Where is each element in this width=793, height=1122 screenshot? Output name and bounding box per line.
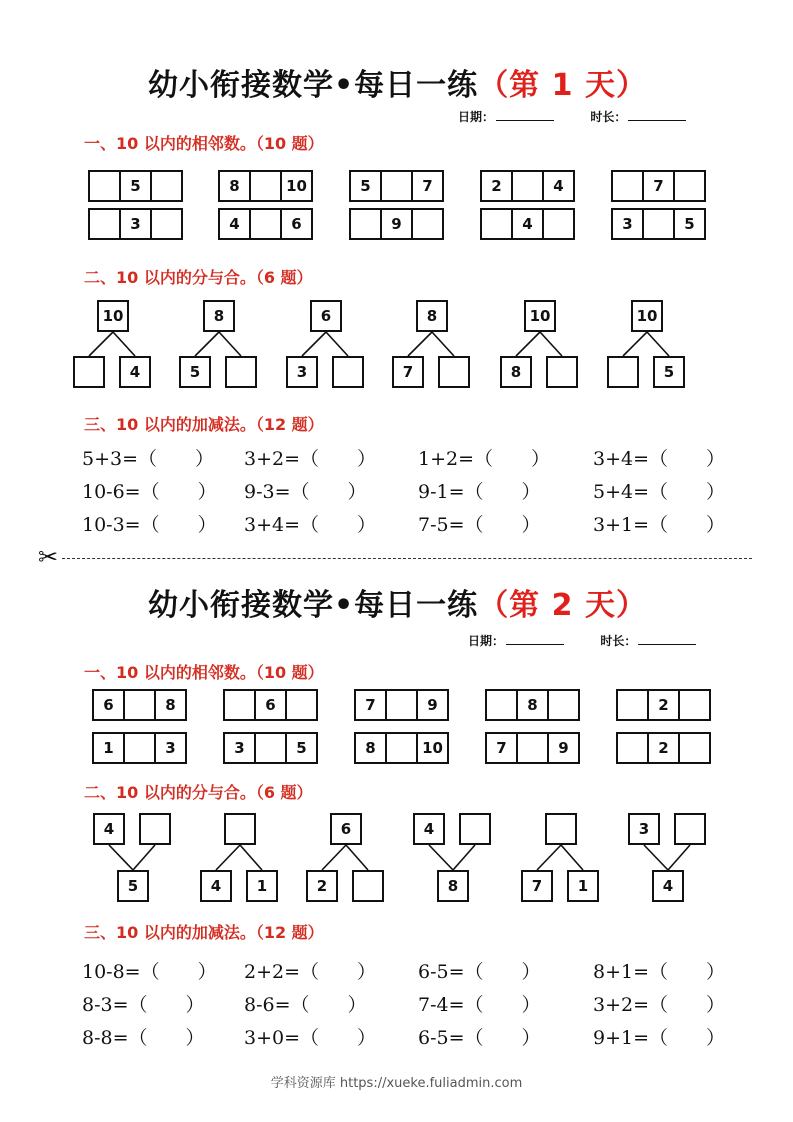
day1-bond-6-line-left bbox=[623, 332, 647, 356]
day2-equation-r3-c3[interactable]: 6-5=（ ） bbox=[418, 1027, 541, 1049]
day2-neighbor-6-cell-1: 1 bbox=[92, 732, 125, 764]
day2-neighbor-7-cell-1: 3 bbox=[223, 732, 256, 764]
day1-neighbor-7-cell-3: 6 bbox=[280, 208, 313, 240]
day1-title-main: 幼小衔接数学•每日一练 bbox=[148, 68, 479, 103]
day2-section2-heading: 二、10 以内的分与合。（6 题） bbox=[84, 783, 313, 802]
day1-bond-3-whole: 6 bbox=[310, 300, 342, 332]
day1-title-day: （第 1 天） bbox=[478, 68, 647, 103]
day1-bond-3-line-right bbox=[326, 332, 348, 356]
day1-bond-1-whole: 10 bbox=[97, 300, 129, 332]
day2-neighbor-3-cell-3: 9 bbox=[416, 689, 449, 721]
day2-neighbor-10-cell-2: 2 bbox=[647, 732, 680, 764]
day2-neighbor-2-cell-2: 6 bbox=[254, 689, 287, 721]
day1-section1-heading: 一、10 以内的相邻数。（10 题） bbox=[84, 134, 324, 153]
day2-equation-r2-c3[interactable]: 7-4=（ ） bbox=[418, 994, 541, 1016]
day2-merge-5-part-left: 7 bbox=[521, 870, 553, 902]
day1-section2-heading: 二、10 以内的分与合。（6 题） bbox=[84, 268, 313, 287]
day2-title-day: （第 2 天） bbox=[478, 588, 647, 623]
day2-neighbor-3-cell-1: 7 bbox=[354, 689, 387, 721]
day1-bond-5-part-left: 8 bbox=[500, 356, 532, 388]
day2-merge-4-part-left: 4 bbox=[413, 813, 445, 845]
day1-bond-6-line-right bbox=[647, 332, 669, 356]
day2-merge-4-line-left bbox=[429, 845, 453, 870]
day1-equation-r1-c2[interactable]: 3+2=（ ） bbox=[244, 448, 377, 470]
day1-bond-5-whole: 10 bbox=[524, 300, 556, 332]
day2-merge-3-line-left bbox=[322, 845, 346, 870]
day2-equation-r1-c2[interactable]: 2+2=（ ） bbox=[244, 961, 377, 983]
day2-merge-1-part-left: 4 bbox=[93, 813, 125, 845]
day1-section3-heading: 三、10 以内的加减法。（12 题） bbox=[84, 415, 324, 434]
day2-merge-4-line-right bbox=[453, 845, 475, 870]
day2-merge-1-line-right bbox=[133, 845, 155, 870]
day2-section1-heading: 一、10 以内的相邻数。（10 题） bbox=[84, 663, 324, 682]
day1-neighbor-4-cell-1: 2 bbox=[480, 170, 513, 202]
day1-neighbor-9-cell-2: 4 bbox=[511, 208, 544, 240]
day1-equation-r2-c1[interactable]: 10-6=（ ） bbox=[82, 481, 217, 503]
day2-duration-label: 时长： bbox=[600, 634, 637, 648]
day2-equation-r3-c2[interactable]: 3+0=（ ） bbox=[244, 1027, 377, 1049]
day1-bond-4-line-right bbox=[432, 332, 454, 356]
day2-neighbor-6-cell-3: 3 bbox=[154, 732, 187, 764]
day2-section3-heading: 三、10 以内的加减法。（12 题） bbox=[84, 923, 324, 942]
day2-merge-3-whole: 6 bbox=[330, 813, 362, 845]
day1-equation-r2-c3[interactable]: 9-1=（ ） bbox=[418, 481, 541, 503]
day1-bond-4-whole: 8 bbox=[416, 300, 448, 332]
day2-title-main: 幼小衔接数学•每日一练 bbox=[148, 588, 479, 623]
day2-equation-r1-c4[interactable]: 8+1=（ ） bbox=[593, 961, 726, 983]
scissors-icon: ✂ bbox=[38, 543, 59, 571]
day1-bond-5-line-left bbox=[516, 332, 540, 356]
day2-merge-5-line-left bbox=[537, 845, 561, 870]
day1-equation-r3-c2[interactable]: 3+4=（ ） bbox=[244, 514, 377, 536]
day2-neighbor-1-cell-1: 6 bbox=[92, 689, 125, 721]
day1-equation-r2-c4[interactable]: 5+4=（ ） bbox=[593, 481, 726, 503]
day1-date-label: 日期： bbox=[458, 110, 495, 124]
day1-neighbor-7-cell-1: 4 bbox=[218, 208, 251, 240]
day1-equation-r2-c2[interactable]: 9-3=（ ） bbox=[244, 481, 367, 503]
day2-merge-6-line-left bbox=[644, 845, 668, 870]
day1-bond-6-whole: 10 bbox=[631, 300, 663, 332]
day2-merge-2-line-right bbox=[240, 845, 262, 870]
day1-bond-2-whole: 8 bbox=[203, 300, 235, 332]
day1-neighbor-10-cell-1: 3 bbox=[611, 208, 644, 240]
day1-bond-1-line-left bbox=[89, 332, 113, 356]
day1-equation-r3-c1[interactable]: 10-3=（ ） bbox=[82, 514, 217, 536]
day2-merge-2-line-left bbox=[216, 845, 240, 870]
day2-neighbor-9-cell-3: 9 bbox=[547, 732, 580, 764]
day1-bond-1-part-right: 4 bbox=[119, 356, 151, 388]
day1-bond-2-line-right bbox=[219, 332, 241, 356]
day1-neighbor-8-cell-2: 9 bbox=[380, 208, 413, 240]
day1-neighbor-4-cell-3: 4 bbox=[542, 170, 575, 202]
day2-date-label: 日期： bbox=[468, 634, 505, 648]
day1-bond-2-part-left: 5 bbox=[179, 356, 211, 388]
day1-duration-label: 时长： bbox=[590, 110, 627, 124]
day2-equation-r3-c1[interactable]: 8-8=（ ） bbox=[82, 1027, 205, 1049]
day1-neighbor-1-cell-2: 5 bbox=[119, 170, 152, 202]
day1-equation-r3-c4[interactable]: 3+1=（ ） bbox=[593, 514, 726, 536]
day1-equation-r1-c3[interactable]: 1+2=（ ） bbox=[418, 448, 551, 470]
day2-neighbor-9-cell-1: 7 bbox=[485, 732, 518, 764]
day2-neighbor-5-cell-2: 2 bbox=[647, 689, 680, 721]
day1-bond-2-line-left bbox=[195, 332, 219, 356]
day2-neighbor-1-cell-3: 8 bbox=[154, 689, 187, 721]
day2-merge-6-part-left: 3 bbox=[628, 813, 660, 845]
day1-bond-3-line-left bbox=[302, 332, 326, 356]
day2-equation-r3-c4[interactable]: 9+1=（ ） bbox=[593, 1027, 726, 1049]
day1-bond-4-part-left: 7 bbox=[392, 356, 424, 388]
day1-neighbor-3-cell-3: 7 bbox=[411, 170, 444, 202]
day2-neighbor-4-cell-2: 8 bbox=[516, 689, 549, 721]
day1-equation-r1-c4[interactable]: 3+4=（ ） bbox=[593, 448, 726, 470]
day2-neighbor-8-cell-3: 10 bbox=[416, 732, 449, 764]
day1-equation-r3-c3[interactable]: 7-5=（ ） bbox=[418, 514, 541, 536]
day1-neighbor-10-cell-3: 5 bbox=[673, 208, 706, 240]
day2-merge-1-line-left bbox=[109, 845, 133, 870]
day1-neighbor-5-cell-2: 7 bbox=[642, 170, 675, 202]
day1-bond-6-part-right: 5 bbox=[653, 356, 685, 388]
day2-merge-3-part-left: 2 bbox=[306, 870, 338, 902]
day2-neighbor-7-cell-3: 5 bbox=[285, 732, 318, 764]
day2-equation-r2-c2[interactable]: 8-6=（ ） bbox=[244, 994, 367, 1016]
day2-merge-2-part-left: 4 bbox=[200, 870, 232, 902]
day1-bond-1-line-right bbox=[113, 332, 135, 356]
day1-bond-5-line-right bbox=[540, 332, 562, 356]
day2-merge-1-whole: 5 bbox=[117, 870, 149, 902]
day1-neighbor-3-cell-1: 5 bbox=[349, 170, 382, 202]
day2-neighbor-8-cell-1: 8 bbox=[354, 732, 387, 764]
day2-merge-5-line-right bbox=[561, 845, 583, 870]
day1-equation-r1-c1[interactable]: 5+3=（ ） bbox=[82, 448, 215, 470]
day1-neighbor-6-cell-2: 3 bbox=[119, 208, 152, 240]
day2-merge-5-part-right: 1 bbox=[567, 870, 599, 902]
day2-merge-6-whole: 4 bbox=[652, 870, 684, 902]
day1-bond-4-line-left bbox=[408, 332, 432, 356]
day2-equation-r1-c3[interactable]: 6-5=（ ） bbox=[418, 961, 541, 983]
day2-equation-r2-c4[interactable]: 3+2=（ ） bbox=[593, 994, 726, 1016]
day2-merge-2-part-right: 1 bbox=[246, 870, 278, 902]
day1-neighbor-2-cell-1: 8 bbox=[218, 170, 251, 202]
day2-equation-r2-c1[interactable]: 8-3=（ ） bbox=[82, 994, 205, 1016]
day2-equation-r1-c1[interactable]: 10-8=（ ） bbox=[82, 961, 217, 983]
day2-merge-4-whole: 8 bbox=[437, 870, 469, 902]
day1-bond-3-part-left: 3 bbox=[286, 356, 318, 388]
footer-source: 学科资源库 https://xueke.fuliadmin.com bbox=[270, 1076, 523, 1091]
day1-neighbor-2-cell-3: 10 bbox=[280, 170, 313, 202]
day2-merge-6-line-right bbox=[668, 845, 690, 870]
day2-merge-3-line-right bbox=[346, 845, 368, 870]
